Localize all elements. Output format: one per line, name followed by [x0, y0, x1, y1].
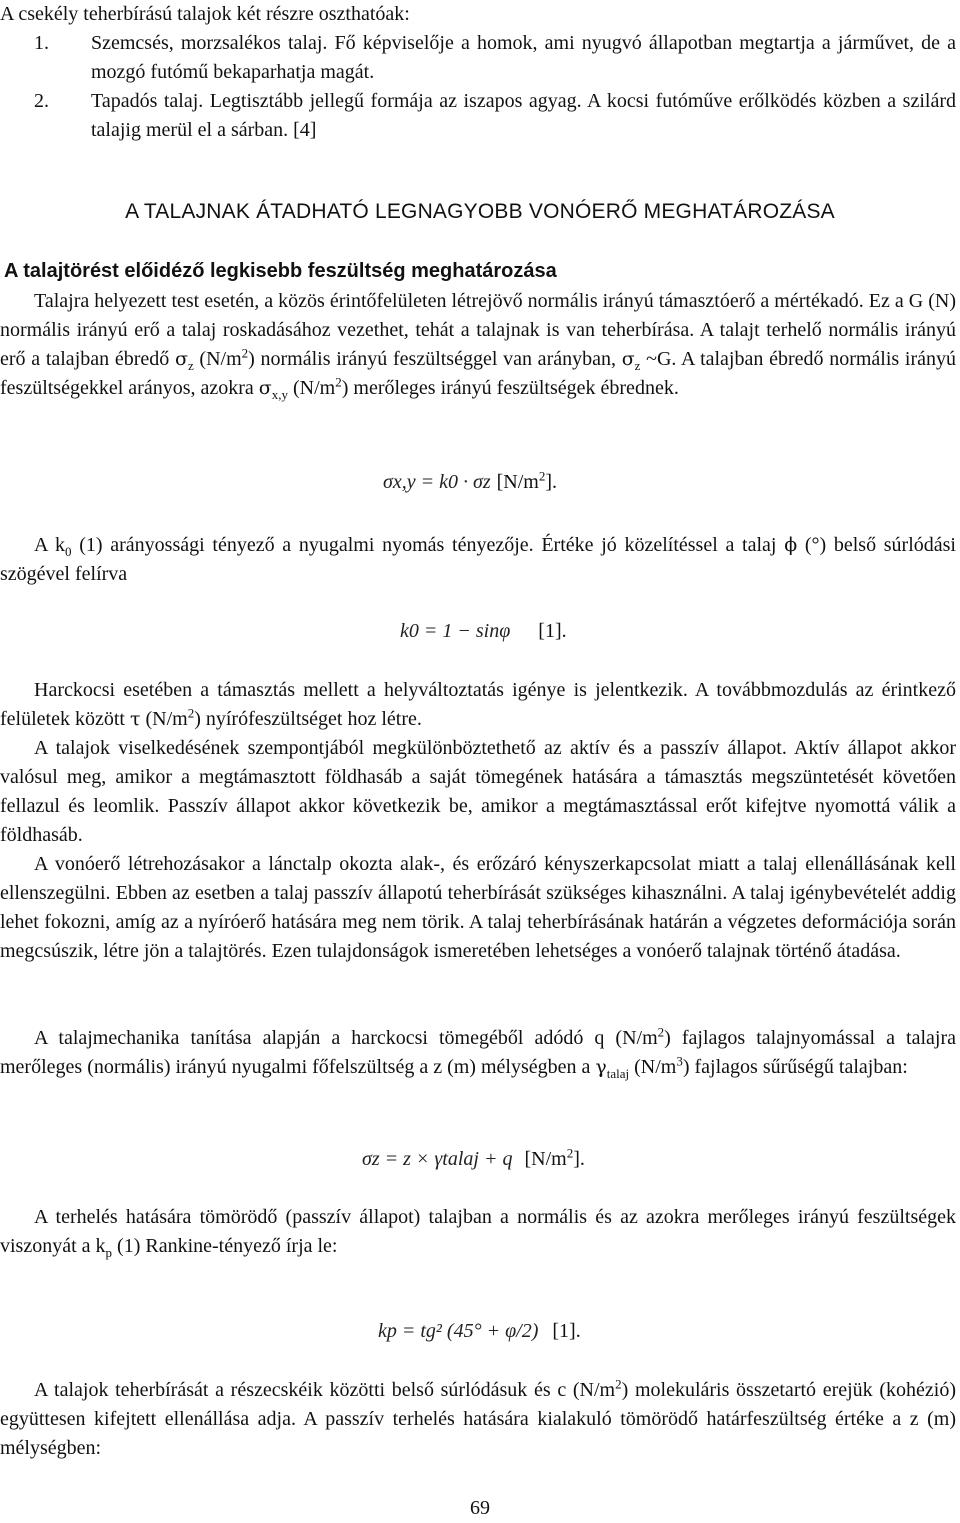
paragraph-8-text: A talajok teherbírását a részecskéik közötti belső súrlódásuk és c $(N/m^2)$ molekuláris összetartó erejük (kohézió) együttesen kifejtett ellenállása adja. A passzív terhelés hatására kialakuló tömörödő határfeszültség értéke a z (m) mélységben: — [0, 1376, 956, 1459]
list-text: Szemcsés, morzsalékos talaj. Fő képviselője a homok, ami nyugvó állapotban megtartja a járművet, de a mozgó futómű bekaparhatja magát. — [91, 32, 956, 83]
equation-2 — [400, 617, 567, 646]
section-title: A talajtörést előidéző legkisebb feszültség meghatározása — [4, 260, 557, 282]
equation-reference: [1]. — [552, 1320, 581, 1342]
paragraph-5 — [0, 850, 956, 966]
paragraph-3 — [0, 676, 956, 734]
paragraph-4-text: A talajok viselkedésének szempontjából megkülönböztethető az aktív és a passzív állapot. Aktív állapot akkor valósul meg, amikor a megtámasztott földhasáb a saját tömegének hatására a támasztás megszüntetését követően fellazul és leomlik. Passzív állapot akkor következik be, amikor a megtámasztással erőt kifejtve nyomottá válik a földhasáb. — [0, 737, 956, 846]
page-number: 69 — [470, 1497, 490, 1519]
paragraph-2-text: A $k_0$ (1) arányossági tényező a nyugalmi nyomás tényezője. Értéke jó közelítéssel a talaj ϕ (°) belső súrlódási szögével felírva — [0, 534, 956, 585]
list-item — [34, 87, 956, 145]
paragraph-6 — [0, 1024, 956, 1082]
list-item — [34, 29, 956, 87]
equation-formula: k0 = 1 − sinφ — [400, 620, 511, 642]
equation-formula: kp = tg² (45° + φ/2) — [378, 1320, 539, 1342]
paragraph-1-text: Talajra helyezett test esetén, a közös érintőfelületen létrejövő normális irányú támasztóerő a mértékadó. Ez a G (N) normális irányú erő a talaj roskadásához vezethet, tehát a talajnak is van teherbírása. A talajt terhelő normális irányú erő a talajban ébredő $\sigma_z$ $(N/m^2)$ normális irányú feszültséggel van arányban, $\sigma_z$ ~G. A talajban ébredő normális irányú feszültségekkel arányos, azokra $\sigma_{x,y}$ $(N/m^2)$ merőleges irányú feszültségek ébrednek. — [0, 290, 956, 402]
paragraph-7 — [0, 1203, 956, 1261]
equation-1 — [383, 468, 557, 497]
paragraph-3-text: Harckocsi esetében a támasztás mellett a helyváltoztatás igénye is jelentkezik. A továbbmozdulás az érintkező felületek között τ $(N/m^2)$ nyírófeszültséget hoz létre. — [0, 679, 956, 730]
paragraph-1 — [0, 287, 956, 403]
paragraph-8 — [0, 1376, 956, 1463]
intro-text: A csekély teherbírású talajok két részre oszthatóak: — [0, 3, 410, 25]
list-text: Tapadós talaj. Legtisztább jellegű formája az iszapos agyag. A kocsi futóműve erőlködés közben a szilárd talajig merül el a sárban. [4] — [91, 90, 956, 141]
paragraph-2 — [0, 531, 956, 589]
chapter-title: A TALAJNAK ÁTADHATÓ LEGNAGYOBB VONÓERŐ MEGHATÁROZÁSA — [125, 200, 835, 223]
equation-3 — [362, 1145, 585, 1174]
paragraph-7-text: A terhelés hatására tömörödő (passzív állapot) talajban a normális és az azokra merőleges irányú feszültségek viszonyát a $k_p$ (1) Rankine-tényező írja le: — [0, 1206, 956, 1260]
equation-formula: σz = z × γtalaj + q — [362, 1148, 513, 1170]
equation-formula: σx,y = k0 · σz — [383, 471, 491, 493]
equation-unit: $[N/m^2]$. — [496, 468, 558, 493]
paragraph-6-text: A talajmechanika tanítása alapján a harckocsi tömegéből adódó q $(N/m^2)$ fajlagos talajnyomással a talajra merőleges (normális) irányú nyugalmi főfelszültség a z (m) mélységben a $\gamma_{talaj}$ $(N/m^3)$ fajlagos sűrűségű talajban: — [0, 1024, 956, 1081]
equation-4 — [378, 1317, 581, 1346]
equation-unit: $[N/m^2]$. — [524, 1145, 585, 1170]
list-number: 2. — [34, 90, 49, 112]
paragraph-5-text: A vonóerő létrehozásakor a lánctalp okozta alak-, és erőzáró kényszerkapcsolat miatt a talaj ellenállásának kell ellenszegülni. Ebben az esetben a talaj passzív állapotú teherbírását szükséges kihasználni. A talaj igénybevételét addig lehet fokozni, amíg az a nyíróerő hatására meg nem törik. A talaj teherbírásának határán a végzetes deformációja során megcsúszik, létre jön a talajtörés. Ezen tulajdonságok ismeretében lehetséges a vonóerő talajnak történő átadása. — [0, 853, 956, 962]
intro-paragraph — [0, 0, 956, 29]
list-number: 1. — [34, 32, 49, 54]
paragraph-4 — [0, 734, 956, 850]
equation-reference: [1]. — [538, 620, 567, 642]
